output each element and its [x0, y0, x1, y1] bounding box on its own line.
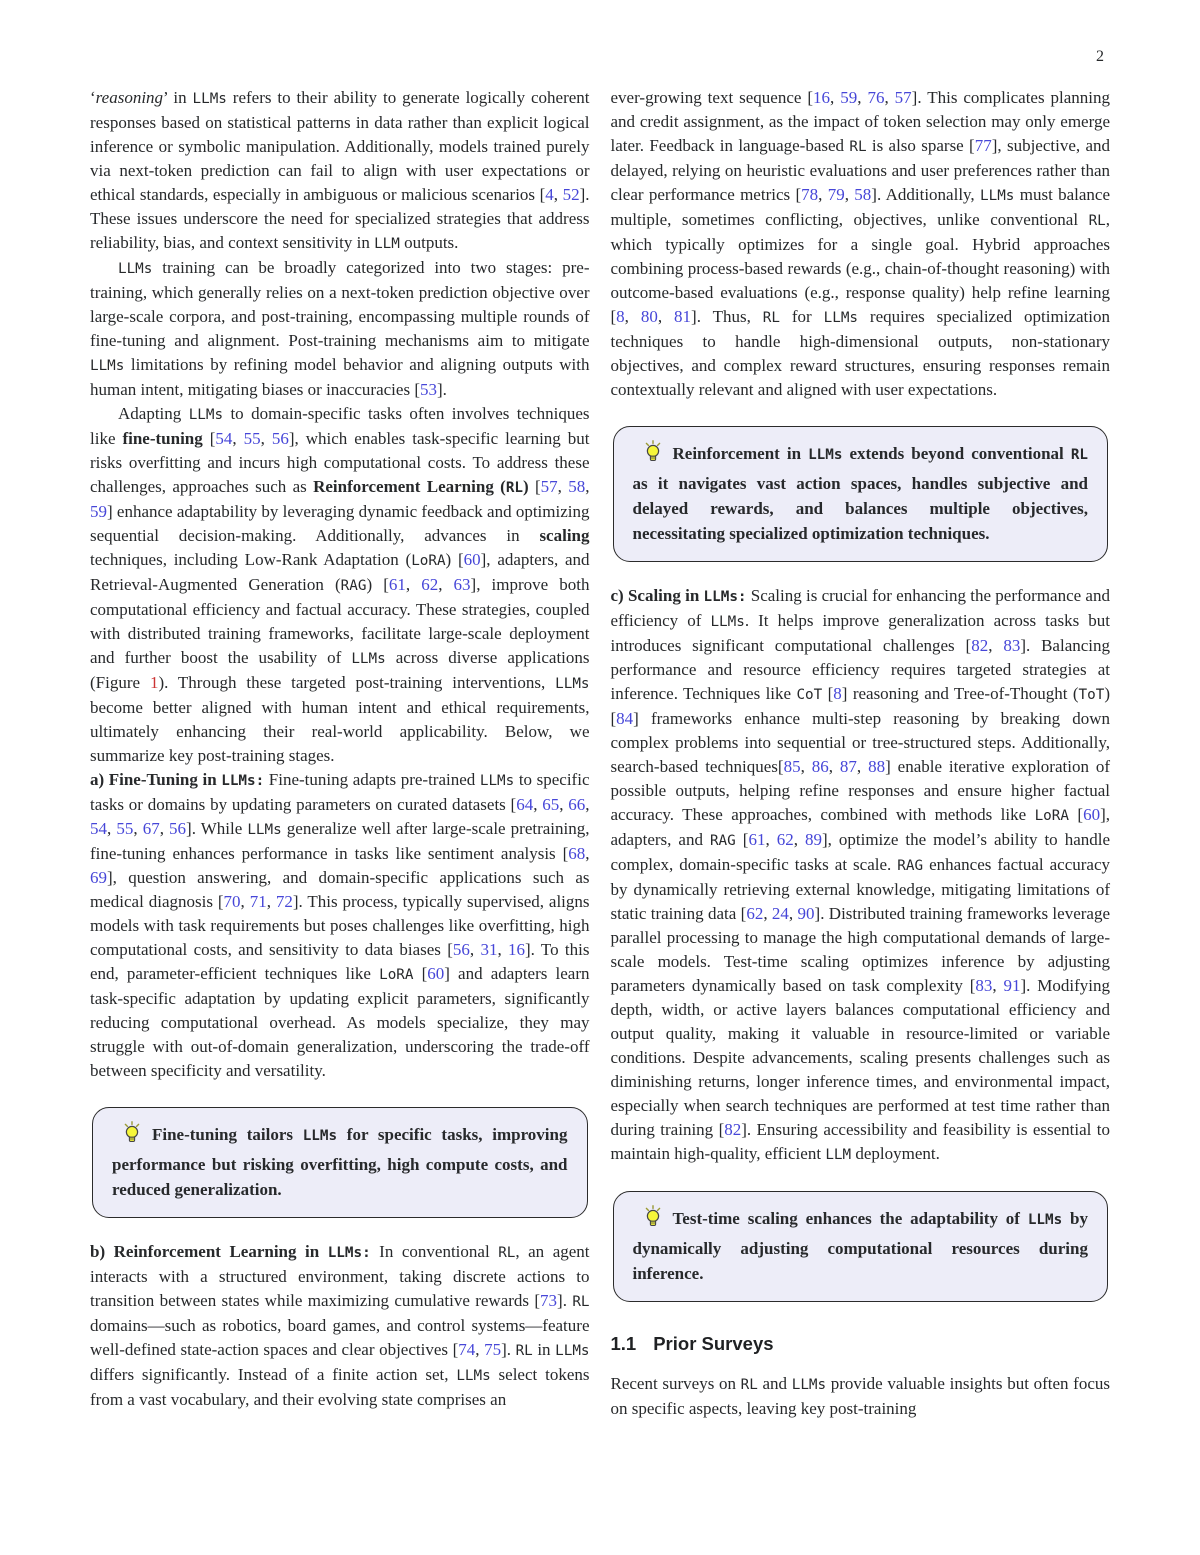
- citation-link[interactable]: 62: [746, 904, 764, 923]
- paragraph-reinforcement-learning-in-llms: [90, 1240, 590, 1412]
- citation-link[interactable]: 81: [674, 307, 692, 326]
- text-run: RL: [572, 1294, 590, 1310]
- callout-reinforcement-takeaway: [613, 426, 1109, 562]
- text-run: requires specialized optimization techniques to handle high-dimensional outputs, non-stationary objectives, and complex reward structures, ensuring responses remain contextually relevant and aligned with user expectations.: [610, 307, 1110, 399]
- text-run: ] enhance adaptability by leveraging dynamic feedback and optimizing sequential decision-making. Additionally, advances in: [90, 502, 590, 545]
- text-run: outputs.: [399, 233, 459, 252]
- text-run: ,: [800, 757, 812, 776]
- text-run: LLMs: [247, 822, 282, 838]
- citation-link[interactable]: 59: [90, 502, 107, 521]
- text-run: LoRA: [1034, 808, 1069, 824]
- text-run: RAG: [709, 833, 736, 849]
- citation-link[interactable]: 60: [1083, 805, 1101, 824]
- text-run: limitations by refining model behavior and aligning outputs with human intent, mitigating biases or inaccuracies [: [90, 355, 590, 399]
- two-column-layout: [90, 86, 1110, 1421]
- text-run: ,: [107, 819, 117, 838]
- text-run: ,: [232, 429, 244, 448]
- text-run: . It helps improve generalization across tasks but introduces significant computational challenges [: [610, 611, 1110, 655]
- text-run: LoRA: [411, 553, 446, 569]
- text-run: , which typically optimizes for a single goal. Hybrid approaches combining process-based rewards (e.g., chain-of-thought reasoning) with outcome-based evaluations (e.g., response quality) help refine learning [: [610, 210, 1110, 326]
- paragraph-scaling-in-llms: [611, 584, 1111, 1167]
- lightbulb-icon: [643, 440, 663, 471]
- citation-link[interactable]: 70: [223, 892, 241, 911]
- citation-link[interactable]: 77: [974, 136, 992, 155]
- text-run: LLMs: [188, 407, 224, 423]
- citation-link[interactable]: 54: [90, 819, 107, 838]
- citation-link[interactable]: 69: [90, 868, 107, 887]
- text-run: ) [: [366, 575, 389, 594]
- citation-link[interactable]: 58: [854, 185, 872, 204]
- text-run: ) [: [610, 684, 1110, 728]
- citation-link[interactable]: 4: [545, 185, 554, 204]
- text-run: RL: [762, 310, 780, 326]
- text-run: LLMs: [555, 1343, 590, 1359]
- text-run: ,: [657, 307, 675, 326]
- section-number: 1.1: [610, 1333, 637, 1354]
- text-run: ,: [497, 940, 508, 959]
- page-number: 2: [1096, 48, 1104, 65]
- text-run: LLMs:: [221, 773, 265, 789]
- text-run: RL: [505, 480, 523, 496]
- citation-link[interactable]: 56: [169, 819, 187, 838]
- text-run: LLMs: [192, 91, 227, 107]
- text-run: scaling: [539, 526, 590, 545]
- text-run: ,: [585, 477, 590, 496]
- text-run: ].: [436, 380, 447, 399]
- text-run: ,: [844, 185, 855, 204]
- text-run: ], improve both computational efficiency and factual accuracy. These strategies, coupled with distributed training frameworks, facilitate large-scale deployment and further boost the usability of: [90, 575, 590, 667]
- text-run: ,: [788, 904, 798, 923]
- citation-link[interactable]: 90: [797, 904, 815, 923]
- text-run: LLMs: [118, 261, 153, 277]
- text-run: ,: [266, 892, 276, 911]
- paragraph-prior-surveys-intro: [611, 1372, 1111, 1421]
- text-run: domains—such as robotics, board games, and control systems—feature well-defined state-action spaces and clear objectives [: [90, 1316, 590, 1359]
- text-run: ,: [856, 757, 869, 776]
- text-run: b) Reinforcement Learning in: [90, 1242, 328, 1261]
- text-run: Scaling is crucial for enhancing the performance and efficiency of: [610, 586, 1110, 630]
- citation-link[interactable]: 64: [516, 795, 534, 814]
- text-run: ], question answering, and domain-specific applications such as medical diagnosis [: [90, 868, 590, 911]
- text-run: ], adapters, and: [610, 805, 1110, 849]
- citation-link[interactable]: 74: [458, 1340, 476, 1359]
- text-run: ] reasoning and Tree-of-Thought (: [841, 684, 1079, 703]
- text-run: ,: [830, 88, 841, 107]
- text-run: across diverse applications (Figure: [90, 648, 590, 692]
- text-run: ,: [765, 830, 777, 849]
- citation-link[interactable]: 56: [452, 940, 470, 959]
- text-run: ].: [501, 1340, 516, 1359]
- citation-link[interactable]: 86: [811, 757, 829, 776]
- text-run: must balance multiple, sometimes conflicting, objectives, unlike conventional: [610, 185, 1111, 229]
- text-run: ever-growing text sequence [: [610, 88, 814, 107]
- citation-link[interactable]: 63: [453, 575, 471, 594]
- text-run: ]. While: [186, 819, 248, 838]
- citation-link[interactable]: 53: [419, 380, 437, 399]
- text-run: ], which enables task-specific learning but risks overfitting and incurs high computational costs. To address these challenges, approaches such as: [90, 429, 590, 496]
- text-run: LLMs: [980, 188, 1015, 204]
- lightbulb-icon: [643, 1205, 663, 1236]
- text-run: Reinforcement Learning (: [313, 477, 506, 496]
- citation-link[interactable]: 84: [616, 709, 634, 728]
- text-run: CoT: [796, 687, 823, 703]
- text-run: ]. These issues underscore the need for specialized strategies that address reliability, bias, and context sensitivity in: [90, 185, 590, 252]
- text-run: ]. Additionally,: [871, 185, 981, 204]
- text-run: ,: [240, 892, 250, 911]
- citation-link[interactable]: 16: [813, 88, 831, 107]
- text-run: ). Through these targeted post-training interventions,: [158, 673, 556, 692]
- paragraph-adapting-llms: [90, 402, 590, 768]
- text-run: ) [: [445, 550, 464, 569]
- text-run: RL: [515, 1343, 533, 1359]
- text-run: ]. Distributed training frameworks leverage parallel processing to manage the high computational demands of large-scale models. Test-time scaling optimizes inference by adjusting parameters dynamically based on task complexity [: [610, 904, 1110, 995]
- citation-link[interactable]: 83: [975, 976, 993, 995]
- text-run: LoRA: [379, 967, 414, 983]
- text-run: ,: [828, 757, 840, 776]
- text-run: LLMs: [1027, 1212, 1063, 1228]
- citation-link[interactable]: 68: [568, 844, 586, 863]
- text-run: ,: [533, 795, 543, 814]
- citation-link[interactable]: 78: [801, 185, 819, 204]
- citation-link[interactable]: 80: [640, 307, 658, 326]
- citation-link[interactable]: 73: [540, 1291, 558, 1310]
- text-run: differs significantly. Instead of a finite action set,: [90, 1365, 457, 1384]
- text-run: ,: [585, 844, 590, 863]
- citation-link[interactable]: 62: [421, 575, 439, 594]
- text-run: Adapting: [118, 404, 189, 423]
- text-run: ‘: [90, 88, 96, 107]
- text-run: ,: [988, 636, 1004, 655]
- text-run: RL: [740, 1377, 758, 1393]
- text-run: ,: [763, 904, 772, 923]
- text-run: to domain-specific tasks often involves techniques like: [90, 404, 590, 448]
- text-run: as it navigates vast action spaces, handles subjective and delayed rewards, and balances multiple objectives, necessitating specialized optimization techniques.: [632, 474, 1088, 543]
- figure-ref[interactable]: 1: [149, 673, 159, 692]
- text-run: Test-time scaling enhances the adaptability of: [672, 1209, 1028, 1228]
- citation-link[interactable]: 83: [1003, 636, 1021, 655]
- text-run: [: [822, 684, 834, 703]
- text-run: ,: [884, 88, 895, 107]
- text-run: select tokens from a vast vocabulary, and their evolving state comprises an: [90, 1365, 590, 1409]
- section-title: Prior Surveys: [653, 1333, 774, 1354]
- text-run: provide valuable insights but often focus on specific aspects, leaving key post-training: [610, 1374, 1111, 1418]
- paragraph-reasoning-in-llms: [90, 86, 590, 256]
- text-run: ] frameworks enhance multi-step reasoning by breaking down complex problems into sequential or tree-structured steps. Additionally, search-based techniques[: [610, 709, 1110, 776]
- text-run: training can be broadly categorized into two stages: pre-training, which generally relies on a next-token prediction objective over large-scale corpora, and post-training, encompassing multiple rounds of fine-tuning and alignment. Post-training mechanisms aim to mitigate: [90, 258, 590, 350]
- text-run: to specific tasks or domains by updating parameters on curated datasets [: [90, 770, 590, 814]
- lightbulb-icon: [122, 1121, 142, 1152]
- text-run: Fine-tuning adapts pre-trained: [264, 770, 480, 789]
- text-run: LLMs: [791, 1377, 827, 1393]
- text-run: ,: [793, 830, 805, 849]
- text-run: c) Scaling in: [610, 586, 704, 605]
- citation-link[interactable]: 62: [776, 830, 794, 849]
- citation-link[interactable]: 52: [562, 185, 580, 204]
- left-column: [90, 86, 590, 1421]
- citation-link[interactable]: 8: [833, 684, 842, 703]
- citation-link[interactable]: 91: [1003, 976, 1021, 995]
- text-run: ,: [475, 1340, 485, 1359]
- text-run: techniques, including Low-Rank Adaptation (: [90, 550, 412, 569]
- callout-test-time-scaling-takeaway: [613, 1191, 1109, 1302]
- callout-text: [112, 1125, 568, 1199]
- text-run: ,: [857, 88, 868, 107]
- text-run: RL: [849, 139, 867, 155]
- text-run: a) Fine-Tuning in: [90, 770, 222, 789]
- citation-link[interactable]: 72: [275, 892, 293, 911]
- text-run: ]. This complicates planning and credit assignment, as the impact of token selection may only emerge later. Feedback in language-based: [610, 88, 1111, 155]
- text-run: deployment.: [851, 1144, 940, 1163]
- text-run: for: [779, 307, 824, 326]
- text-run: ’ in: [163, 88, 193, 107]
- text-run: ,: [559, 795, 569, 814]
- text-run: ,: [553, 185, 563, 204]
- citation-link[interactable]: 57: [540, 477, 558, 496]
- text-run: LLMs: [351, 651, 386, 667]
- text-run: ], subjective, and delayed, relying on heuristic evaluations and user preferences rather than clear performance metrics [: [610, 136, 1110, 204]
- citation-link[interactable]: 75: [484, 1340, 502, 1359]
- text-run: in: [532, 1340, 556, 1359]
- text-run: fine-tuning: [122, 429, 203, 448]
- citation-link[interactable]: 76: [867, 88, 885, 107]
- text-run: for specific tasks, improving performance but risking overfitting, high compute costs, and reduced generalization.: [112, 1125, 568, 1199]
- text-run: LLMs: [479, 773, 515, 789]
- right-column: [611, 86, 1111, 1421]
- citation-link[interactable]: 16: [508, 940, 525, 959]
- text-run: ,: [405, 575, 422, 594]
- citation-link[interactable]: 88: [868, 757, 886, 776]
- citation-link[interactable]: 61: [388, 575, 406, 594]
- text-run: RL: [1088, 213, 1106, 229]
- text-run: reasoning: [95, 88, 164, 107]
- text-run: RAG: [897, 858, 924, 874]
- text-run: ]. Modifying depth, width, or active layers balances computational efficiency and output quality, making it valuable in resource-limited or variable conditions. Despite advancements, scaling presents challenges such as diminishing returns, longer inference times, and environmental impact, especially when search techniques are performed at test time rather than during training [: [610, 976, 1110, 1139]
- citation-link[interactable]: 87: [839, 757, 857, 776]
- text-run: become better aligned with human intent and ethical requirements, ultimately enhancing their real-world applicability. Below, we summarize key post-training stages.: [90, 698, 590, 765]
- text-run: ].: [557, 1291, 573, 1310]
- citation-link[interactable]: 24: [771, 904, 789, 923]
- text-run: ,: [133, 819, 143, 838]
- text-run: LLMs:: [703, 589, 747, 605]
- citation-link[interactable]: 65: [542, 795, 560, 814]
- citation-link[interactable]: 61: [748, 830, 766, 849]
- text-run: ] enable iterative exploration of possible outputs, helping refine responses and ensure higher factual accuracy. These approaches, combined with methods like: [610, 757, 1111, 824]
- text-run: ,: [469, 940, 481, 959]
- section-heading-prior-surveys: [611, 1332, 1111, 1356]
- callout-text: [633, 1209, 1089, 1283]
- text-run: [: [202, 429, 216, 448]
- citation-link[interactable]: 85: [783, 757, 801, 776]
- text-run: Reinforcement in: [672, 444, 809, 463]
- text-run: ): [523, 477, 529, 496]
- text-run: ], optimize the model’s ability to handle complex, domain-specific tasks at scale.: [610, 830, 1111, 874]
- text-run: RAG: [340, 578, 367, 594]
- text-run: ], adapters, and Retrieval-Augmented Generation (: [90, 550, 590, 594]
- citation-link[interactable]: 54: [215, 429, 233, 448]
- text-run: RL: [1070, 447, 1088, 463]
- paragraph-rl-continuation: [611, 86, 1111, 402]
- text-run: [: [528, 477, 541, 496]
- text-run: ]. Thus,: [691, 307, 763, 326]
- text-run: LLMs:: [327, 1245, 371, 1261]
- callout-text: [633, 444, 1089, 543]
- text-run: LLMs: [555, 676, 590, 692]
- text-run: Recent surveys on: [610, 1374, 741, 1393]
- paragraph-llm-training-stages: [90, 256, 590, 402]
- citation-link[interactable]: 55: [116, 819, 134, 838]
- citation-link[interactable]: 8: [616, 307, 625, 326]
- text-run: LLMs: [90, 358, 125, 374]
- text-run: and: [757, 1374, 792, 1393]
- text-run: [: [735, 830, 749, 849]
- citation-link[interactable]: 60: [463, 550, 481, 569]
- text-run: Fine-tuning tailors: [152, 1125, 303, 1144]
- text-run: ]. To this end, parameter-efficient techniques like: [90, 940, 590, 983]
- citation-link[interactable]: 58: [568, 477, 586, 496]
- citation-link[interactable]: 60: [427, 964, 445, 983]
- text-run: LLM: [825, 1147, 852, 1163]
- text-run: ,: [159, 819, 170, 838]
- text-run: LLMs: [808, 447, 843, 463]
- citation-link[interactable]: 31: [480, 940, 498, 959]
- citation-link[interactable]: 57: [894, 88, 912, 107]
- text-run: In conventional: [370, 1242, 499, 1261]
- text-run: [: [1068, 805, 1084, 824]
- citation-link[interactable]: 66: [568, 795, 586, 814]
- citation-link[interactable]: 89: [804, 830, 822, 849]
- text-run: ,: [557, 477, 569, 496]
- text-run: ,: [260, 429, 272, 448]
- text-run: ]. Balancing performance and resource efficiency requires targeted strategies at inference. Techniques like: [610, 636, 1111, 703]
- citation-link[interactable]: 55: [243, 429, 261, 448]
- text-run: LLMs: [823, 310, 858, 326]
- text-run: LLMs: [710, 614, 745, 630]
- citation-link[interactable]: 67: [142, 819, 160, 838]
- callout-fine-tuning-takeaway: [92, 1107, 588, 1218]
- text-run: , an agent interacts with a structured environment, taking discrete actions to transition between states while maximizing cumulative rewards [: [90, 1242, 590, 1310]
- text-run: ,: [624, 307, 641, 326]
- citation-link[interactable]: 59: [840, 88, 858, 107]
- text-run: ,: [438, 575, 454, 594]
- text-run: ,: [992, 976, 1004, 995]
- text-run: ,: [585, 795, 590, 814]
- text-run: ToT: [1078, 687, 1105, 703]
- text-run: generalize well after large-scale pretraining, fine-tuning enhances performance in tasks like sentiment analysis [: [90, 819, 590, 863]
- text-run: ,: [818, 185, 828, 204]
- text-run: ]. Ensuring accessibility and feasibility is essential to maintain high-quality, efficient: [610, 1120, 1111, 1163]
- text-run: ]. This process, typically supervised, aligns models with task requirements but poses challenges like overfitting, high computational costs, and sensitivity to data biases [: [90, 892, 590, 959]
- text-run: is also sparse [: [866, 136, 975, 155]
- text-run: enhances factual accuracy by dynamically retrieving external knowledge, mitigating limitations of static training data [: [610, 855, 1111, 923]
- text-run: LLM: [374, 236, 400, 252]
- text-run: LLMs: [456, 1368, 491, 1384]
- text-run: ] and adapters learn task-specific adaptation by updating explicit parameters, significantly reducing computational overhead. As models specialize, they may struggle with out-of-domain generalization, underscoring the trade-off between specificity and versatility.: [90, 964, 590, 1080]
- text-run: LLMs: [302, 1128, 338, 1144]
- text-run: by dynamically adjusting computational resources during inference.: [632, 1209, 1088, 1283]
- text-run: extends beyond conventional: [842, 444, 1071, 463]
- citation-link[interactable]: 71: [249, 892, 267, 911]
- text-run: RL: [498, 1245, 516, 1261]
- citation-link[interactable]: 82: [971, 636, 989, 655]
- paragraph-fine-tuning-in-llms: [90, 768, 590, 1083]
- citation-link[interactable]: 56: [271, 429, 289, 448]
- citation-link[interactable]: 82: [724, 1120, 742, 1139]
- text-run: refers to their ability to generate logically coherent responses based on statistical patterns in data rather than explicit logical inference or symbolic manipulation. Additionally, models trained purely via next-token prediction can fail to align with user expectations or ethical standards, especially in ambiguous or malicious scenarios [: [90, 88, 590, 204]
- text-run: [: [413, 964, 428, 983]
- citation-link[interactable]: 79: [827, 185, 845, 204]
